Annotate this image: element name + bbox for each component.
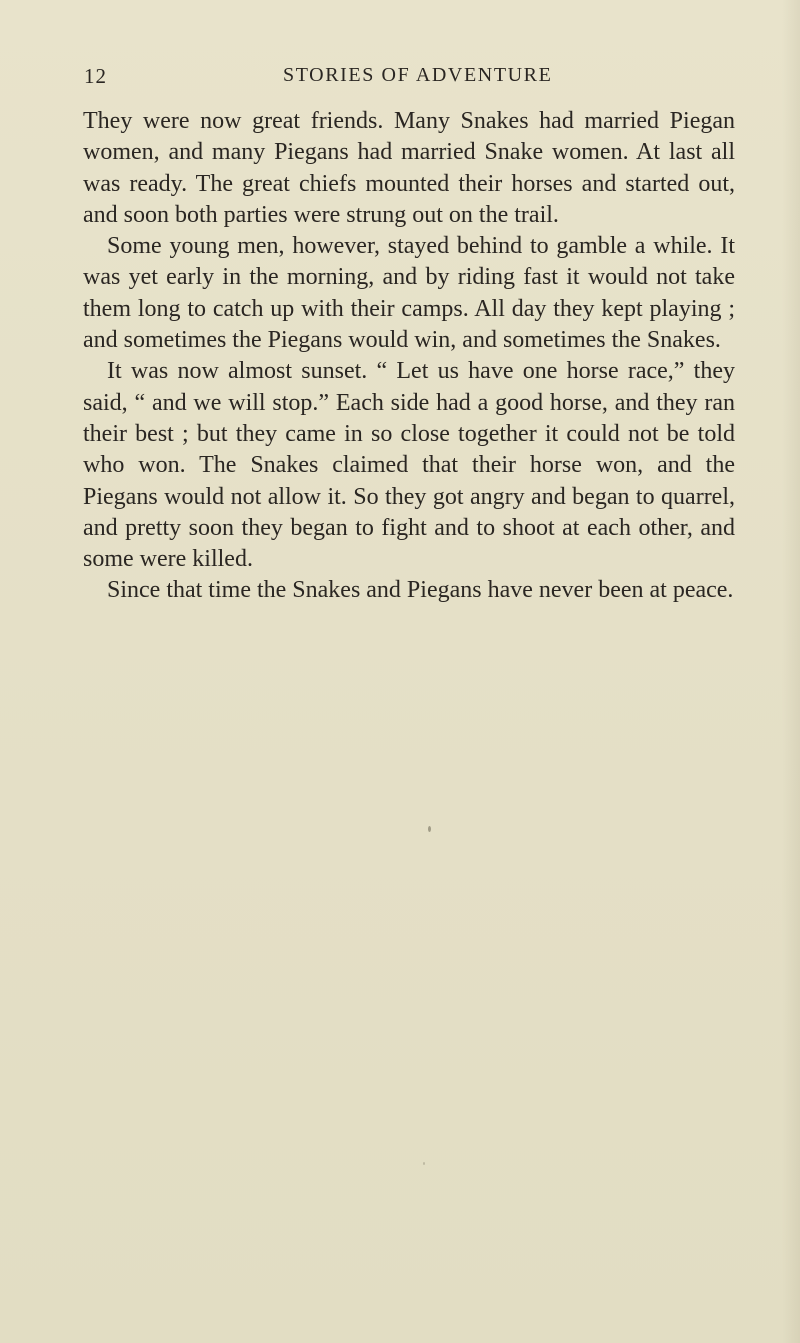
paper-speck <box>428 826 431 832</box>
page-number: 12 <box>84 64 107 88</box>
paragraph-1: They were now great friends. Many Snakes had married Piegan women, and many Piegans had married Snake women. At last all was ready. The great chiefs mounted their horses and started out, and soon both parties were strung out on the trail. <box>83 108 735 228</box>
page-edge-shadow <box>782 0 800 1343</box>
body-text <box>83 106 735 607</box>
paragraph-2: Some young men, however, stayed behind to gamble a while. It was yet early in the morning, and by riding fast it would not take them long to catch up with their camps. All day they kept playing ; and sometimes the Piegans would win, and sometimes the Snakes. <box>83 233 735 354</box>
running-head <box>84 64 736 92</box>
paragraph-3: It was now almost sunset. “ Let us have one horse race,” they said, “ and we will stop.” Each side had a good horse, and they ran their best ; but they came in so close together it could not be told who won. The Snakes claimed that their horse won, and the Piegans would not allow it. So they got angry and began to quarrel, and pretty soon they began to fight and to shoot at each other, and some were killed. <box>83 358 735 573</box>
paragraph-4: Since that time the Snakes and Piegans have never been at peace. <box>107 577 734 604</box>
running-title: STORIES OF ADVENTURE <box>283 64 553 86</box>
paper-speck <box>423 1162 425 1165</box>
